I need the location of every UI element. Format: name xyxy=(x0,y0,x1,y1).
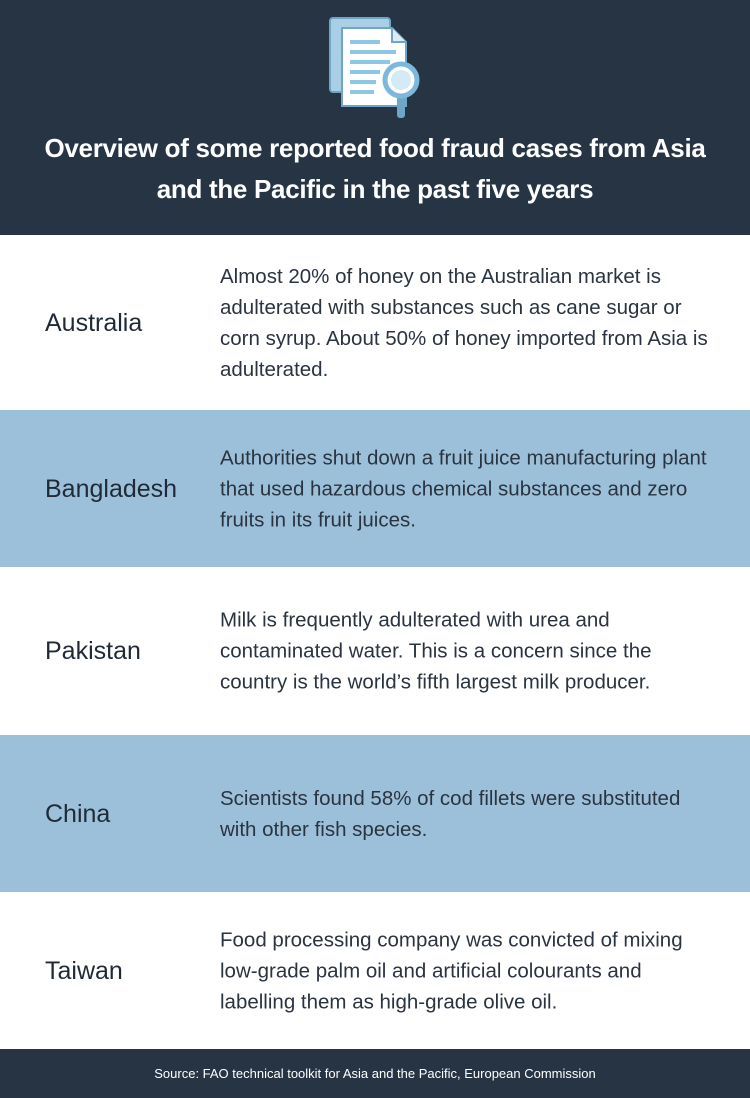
case-description: Authorities shut down a fruit juice manufacturing plant that used hazardous chemical substances and zero fruits in its fruit juices. xyxy=(220,446,707,531)
header xyxy=(0,0,750,235)
page-title: Overview of some reported food fraud cases from Asia and the Pacific in the past five years xyxy=(44,133,706,204)
case-row-taiwan xyxy=(0,892,750,1049)
document-search-icon xyxy=(328,16,424,124)
cases-table xyxy=(0,235,750,1049)
country-label: Taiwan xyxy=(45,956,123,985)
country-label: China xyxy=(45,799,111,828)
source-note: Source: FAO technical toolkit for Asia and the Pacific, European Commission xyxy=(154,1066,596,1081)
case-row-australia xyxy=(0,235,750,410)
country-label: Pakistan xyxy=(45,637,141,665)
case-row-bangladesh xyxy=(0,410,750,567)
case-row-pakistan xyxy=(0,567,750,735)
footer xyxy=(0,1049,750,1098)
case-description: Milk is frequently adulterated with urea and contaminated water. This is a concern since the country is the world’s fifth largest milk producer. xyxy=(220,608,652,694)
case-row-china xyxy=(0,735,750,892)
case-description: Food processing company was convicted of mixing low-grade palm oil and artificial colourants and labelling them as high-grade olive oil. xyxy=(220,928,683,1013)
case-description: Almost 20% of honey on the Australian market is adulterated with substances such as cane sugar or corn syrup. About 50% of honey imported from Asia is adulterated. xyxy=(220,264,708,381)
country-label: Australia xyxy=(45,308,143,337)
country-label: Bangladesh xyxy=(45,474,178,503)
case-description: Scientists found 58% of cod fillets were substituted with other fish species. xyxy=(220,786,681,841)
